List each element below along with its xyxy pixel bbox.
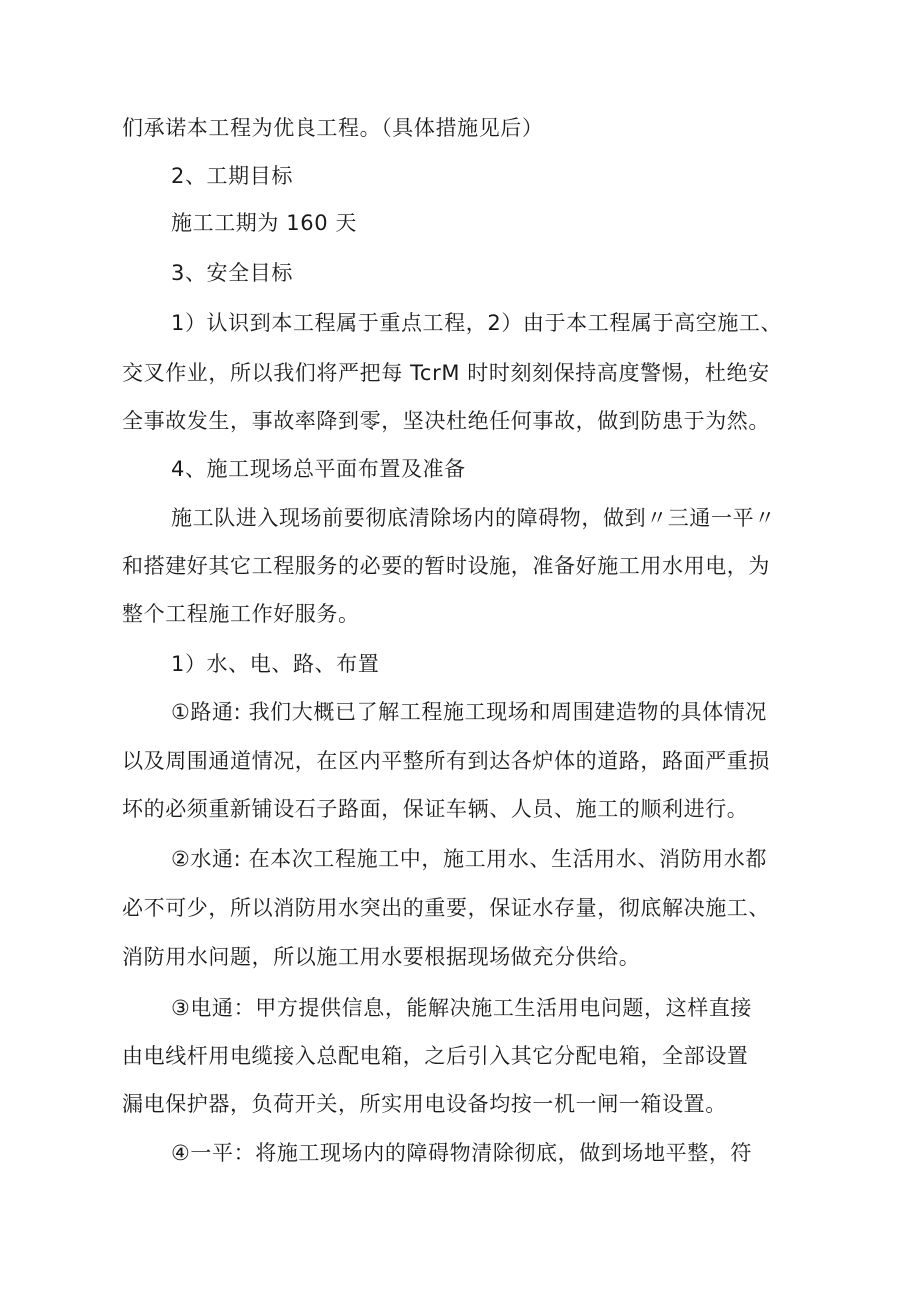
heading-site-layout: 4、施工现场总平面布置及准备 xyxy=(171,457,466,481)
paragraph-line-7: 全事故发生，事故率降到零，坚决杜绝任何事故，做到防患于为然。 xyxy=(122,409,770,433)
paragraph-line-16: ②水通: 在本次工程施工中，施工用水、生活用水、消防用水都 xyxy=(171,847,767,871)
paragraph-line-6: 交叉作业，所以我们将严把每 TcrM 时时刻刻保持高度警惕，杜绝安 xyxy=(122,361,770,385)
paragraph-line-15: 坏的必须重新铺设石子路面，保证车辆、人员、施工的顺利进行。 xyxy=(122,797,749,821)
paragraph-line-18: 消防用水问题，所以施工用水要根据现场做充分供给。 xyxy=(122,945,641,969)
paragraph-line-3: 施工工期为 160 天 xyxy=(171,211,358,235)
paragraph-line-11: 整个工程施工作好服务。 xyxy=(122,602,360,626)
paragraph-line-9: 施工队进入现场前要彻底清除场内的障碍物，做到〃三通一平〃 xyxy=(171,506,776,530)
heading-water-power-road: 1）水、电、路、布置 xyxy=(171,652,380,676)
paragraph-line-14: 以及周围通道情况，在区内平整所有到达各炉体的道路，路面严重损 xyxy=(122,749,770,773)
paragraph-line-19: ③电通：甲方提供信息，能解决施工生活用电问题，这样直接 xyxy=(171,996,753,1020)
paragraph-line-22: ④一平：将施工现场内的障碍物清除彻底，做到场地平整，符 xyxy=(171,1141,753,1165)
paragraph-line-5: 1）认识到本工程属于重点工程，2）由于本工程属于高空施工、 xyxy=(171,311,783,335)
heading-duration-target: 2、工期目标 xyxy=(171,164,293,188)
paragraph-line-1: 们承诺本工程为优良工程。（具体措施见后） xyxy=(122,116,544,140)
heading-safety-target: 3、安全目标 xyxy=(171,261,293,285)
paragraph-line-20: 由电线杆用电缆接入总配电箱，之后引入其它分配电箱，全部设置 xyxy=(122,1044,749,1068)
paragraph-line-13: ①路通: 我们大概已了解工程施工现场和周围建造物的具体情况 xyxy=(171,700,767,724)
paragraph-line-10: 和搭建好其它工程服务的必要的暂时设施，准备好施工用水用电，为 xyxy=(122,554,770,578)
paragraph-line-17: 必不可少，所以消防用水突出的重要，保证水存量，彻底解决施工、 xyxy=(122,896,770,920)
paragraph-line-21: 漏电保护器，负荷开关，所实用电设备均按一机一闸一箱设置。 xyxy=(122,1092,727,1116)
